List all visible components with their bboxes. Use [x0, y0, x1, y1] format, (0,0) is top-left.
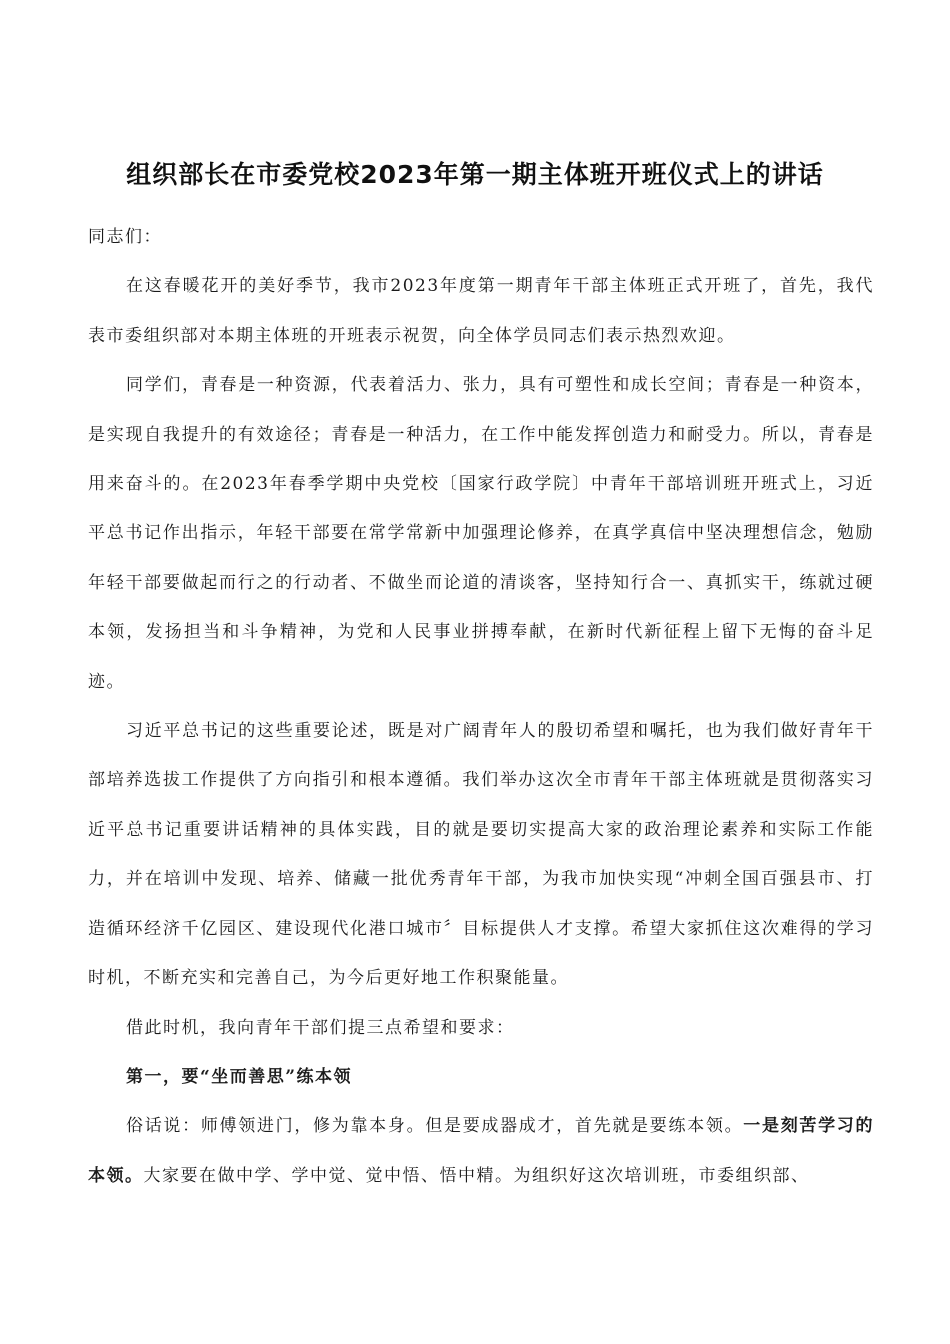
paragraph-instructions: 习近平总书记的这些重要论述，既是对广阔青年人的殷切希望和嘱托，也为我们做好青年干部培养选拔工作提供了方向指引和根本遵循。我们举办这次全市青年干部主体班就是贯彻落实习近平总书记重要讲话精神的具体实践，目的就是要切实提高大家的政治理论素养和实际工作能力，并在培训中发现、培养、储藏一批优秀青年干部，为我市加快实现“冲刺全国百强县市、打造循环经济千亿园区、建设现代化港口城市〞目标提供人才支撑。希望大家抓住这次难得的学习时机，不断充实和完善自己，为今后更好地工作积聚能量。 — [88, 721, 874, 989]
document-title: 组织部长在市委党校2023年第一期主体班开班仪式上的讲话 — [126, 160, 824, 189]
document-body — [88, 213, 874, 1201]
salutation: 同志们： — [88, 227, 162, 247]
section-heading: 第一，要“坐而善思”练本领 — [126, 1066, 353, 1087]
paragraph-skills-bold: 一是刻苦学习的本领。 — [88, 1116, 875, 1186]
paragraph-youth: 同学们，青春是一种资源，代表着活力、张力，具有可塑性和成长空间；青春是一种资本，是实现自我提升的有效途径；青春是一种活力，在工作中能发挥创造力和耐受力。所以，青春是用来奋斗的。在2023年春季学期中央党校〔国家行政学院〕中青年干部培训班开班式上，习近平总书记作出指示，年轻干部要在常学常新中加强理论修养，在真学真信中坚决理想信念，勉励年轻干部要做起而行之的行动者、不做坐而论道的清谈客，坚持知行合一、真抓实干，练就过硬本领，发扬担当和斗争精神，为党和人民事业拼搏奉献，在新时代新征程上留下无悔的奋斗足迹。 — [88, 375, 874, 692]
paragraph-skills-lead: 俗话说：师傅领进门，修为靠本身。但是要成器成才，首先就是要练本领。 — [126, 1116, 744, 1137]
paragraph-three-requirements: 借此时机，我向青年干部们提三点希望和要求： — [126, 1017, 515, 1038]
paragraph-skills — [88, 1102, 874, 1201]
paragraph-opening: 在这春暖花开的美好季节，我市2023年度第一期青年干部主体班正式开班了，首先，我代表市委组织部对本期主体班的开班表示祝贺，向全体学员同志们表示热烈欢迎。 — [88, 276, 874, 346]
paragraph-skills-rest: 大家要在做中学、学中觉、觉中悟、悟中精。为组织好这次培训班，市委组织部、 — [143, 1165, 810, 1186]
